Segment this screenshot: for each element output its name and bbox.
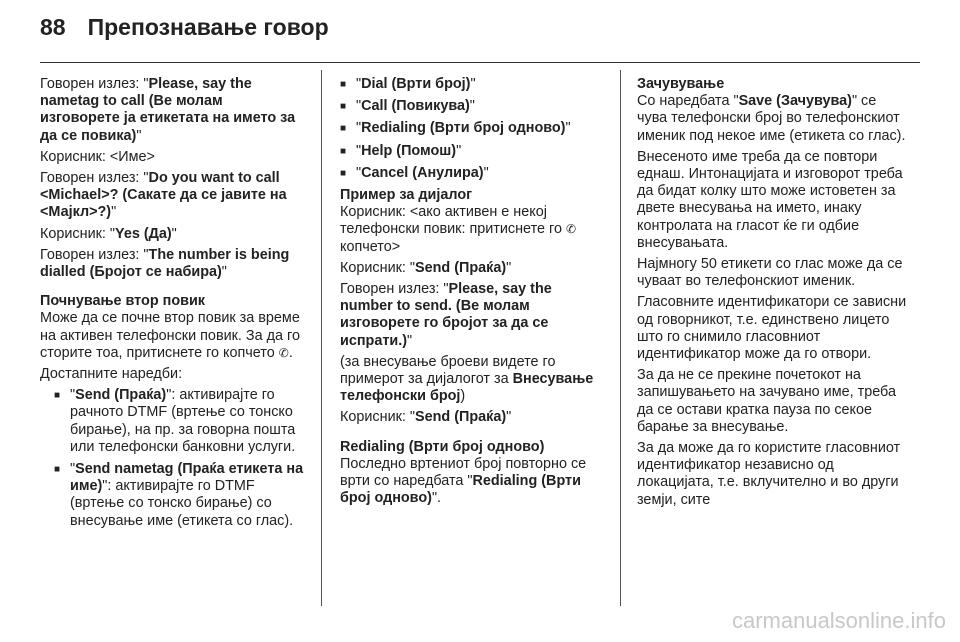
section-heading: Redialing (Врти број одново) bbox=[340, 438, 545, 455]
list-item: ■ "Send (Праќа)": активирајте го рачното DTMF (вртење со тонско бирање), на пр. за говорна пошта или телефонски банковни услуги. bbox=[54, 387, 306, 456]
paragraph: Говорен излез: "The number is being dialled (Бројот се набира)" bbox=[40, 246, 290, 281]
page-header bbox=[40, 14, 329, 41]
paragraph: Говорен излез: "Please, say the number to send. (Ве молам изговорете го бројот за да се испрати.)" bbox=[340, 281, 552, 349]
column-2 bbox=[340, 76, 604, 511]
column-1 bbox=[40, 76, 306, 535]
paragraph: Гласовните идентификатори се зависни од говорникот, т.е. единствено лицето што го снимило гласовниот идентификатор може да го отвори. bbox=[637, 294, 907, 363]
column-divider-1 bbox=[321, 70, 322, 606]
paragraph: Достапните наредби: bbox=[40, 366, 183, 383]
section-heading: Почнување втор повик bbox=[40, 293, 205, 310]
page-number: 88 bbox=[40, 14, 66, 40]
paragraph: Најмногу 50 етикети со глас може да се чуваат во телефонскиот именик. bbox=[637, 256, 903, 290]
paragraph: Внесеното име треба да се повтори еднаш. Интонацијата и изговорот треба да бидат колку што може истоветен за двете внесувања на името, инаку контролата на гласот ќе ги одбие внесувањата. bbox=[637, 148, 903, 251]
paragraph: Корисник: "Send (Праќа)" bbox=[340, 409, 512, 426]
paragraph: За да не се прекине почетокот на запишувањето на зачувано име, треба да се остави кратка пауза по секое барање за внесување. bbox=[637, 367, 896, 435]
watermark: carmanualsonline.info bbox=[731, 608, 946, 633]
paragraph: За да може да го користите гласовниот идентификатор независно од локацијата, т.е. вклучително и во други земји, сите bbox=[637, 440, 901, 508]
paragraph: Корисник: <ако активен е некој телефонски повик: притиснете го ✆ копчето> bbox=[340, 204, 577, 255]
paragraph: Корисник: <Име> bbox=[40, 148, 155, 165]
paragraph: (за внесување броеви видете го примерот за дијалогот за Внесување телефонски број) bbox=[340, 353, 594, 405]
phone-handset-icon: ✆ bbox=[565, 222, 577, 237]
section-heading: Зачувување bbox=[637, 76, 725, 92]
list-item: ■ "Send nametag (Праќа етикета на име)": активирајте го DTMF (вртење со тонско бирање) со внесување име (етикета со глас). bbox=[54, 461, 306, 530]
column-divider-2 bbox=[620, 70, 621, 606]
list-item: ■ "Help (Помош)" bbox=[340, 143, 604, 160]
command-list bbox=[340, 76, 604, 182]
page-title: Препознавање говор bbox=[87, 14, 329, 40]
paragraph: Корисник: "Yes (Да)" bbox=[40, 225, 177, 242]
command-list bbox=[40, 387, 306, 530]
list-item: ■ "Call (Повикува)" bbox=[340, 98, 604, 115]
paragraph: Може да се почне втор повик за време на активен телефонски повик. За да го сторите тоа, притиснете го копчето ✆. bbox=[40, 310, 300, 361]
phone-handset-icon: ✆ bbox=[278, 345, 289, 360]
paragraph: Последно вртениот број повторно се врти со наредбата "Redialing (Врти број одново)". bbox=[340, 455, 587, 507]
paragraph: Говорен излез: "Do you want to call <Michael>? (Сакате да се јавите на <Мајкл>?)" bbox=[40, 170, 287, 221]
section-heading: Пример за дијалог bbox=[340, 187, 473, 204]
paragraph: Со наредбата "Save (Зачувува)" се чува телефонски број во телефонскиот именик под некое име (етикета со глас). bbox=[637, 93, 906, 144]
list-item: ■ "Redialing (Врти број одново)" bbox=[340, 120, 604, 137]
list-item: ■ "Dial (Врти број)" bbox=[340, 76, 604, 93]
header-rule bbox=[40, 62, 920, 63]
paragraph: Говорен излез: "Please, say the nametag to call (Ве молам изговорете ја етикетата на името за да се повика)" bbox=[40, 76, 296, 144]
list-item: ■ "Cancel (Анулира)" bbox=[340, 165, 604, 182]
column-3 bbox=[637, 76, 907, 513]
paragraph: Корисник: "Send (Праќа)" bbox=[340, 259, 512, 276]
